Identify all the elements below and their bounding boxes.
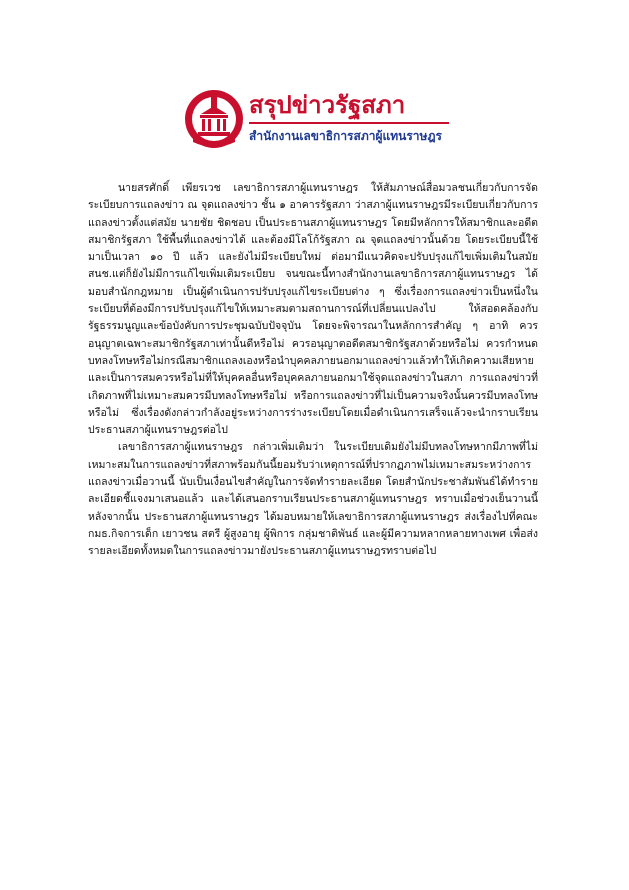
paragraph-2: เลขาธิการสภาผู้แทนราษฎร กล่าวเพิ่มเติมว่า ในระเบียบเดิมยังไม่มีบทลงโทษหากมีภาพที่ไม่เหมาะสมในการแถลงข่าวที่สภาพร้อมกันนี้ยอมรับว่าเหตุการณ์ที่ปรากฏภาพไม่เหมาะสมระหว่างการแถลงข่าวเมื่อวานนี้ นับเป็นเงื่อนไขสำคัญในการจัดทำรายละเอียด โดยสำนักประชาสัมพันธ์ได้ทำรายละเอียดชี้แจงมาเสนอแล้ว และได้เสนอกราบเรียนประธานสภาผู้แทนราษฎร ทราบเมื่อช่วงเย็นวานนี้ หลังจากนั้น ประธานสภาผู้แทนราษฎร ได้มอบหมายให้เลขาธิการสภาผู้แทนราษฎร ส่งเรื่องไปที่คณะ กมธ.กิจการเด็ก เยาวชน สตรี ผู้สูงอายุ ผู้พิการ กลุ่มชาติพันธ์ และผู้มีความหลากหลายทางเพศ เพื่อส่งรายละเอียดทั้งหมดในการแถลงข่าวมายังประธานสภาผู้แทนราษฎรทราบต่อไป <box>88 441 538 558</box>
page-header <box>183 88 453 158</box>
header-divider <box>249 122 449 124</box>
paragraph-1: นายสรศักดิ์ เพียรเวช เลขาธิการสภาผู้แทนราษฎร ให้สัมภาษณ์สื่อมวลชนเกี่ยวกับการจัดระเบียบการแถลงข่าว ณ จุดแถลงข่าว ชั้น ๑ อาคารรัฐสภา ว่าสภาผู้แทนราษฎรมีระเบียบเกี่ยวกับการแถลงข่าวตั้งแต่สมัย นายชัย ชิดชอบ เป็นประธานสภาผู้แทนราษฎร โดยมีหลักการให้สมาชิกและอดีตสมาชิกรัฐสภา ใช้พื้นที่แถลงข่าวได้ และต้องมีโลโก้รัฐสภา ณ จุดแถลงข่าวนั้นด้วย โดยระเบียบนี้ใช้มาเป็นเวลา ๑๐ ปี แล้ว และยังไม่มีระเบียบใหม่ ต่อมามีแนวคิดจะปรับปรุงแก้ไขเพิ่มเติมในสมัย สนช.แต่ก็ยังไม่มีการแก้ไขเพิ่มเติมระเบียบ จนขณะนี้ทางสำนักงานเลขาธิการสภาผู้แทนราษฎร ได้มอบสำนักกฎหมาย เป็นผู้ดำเนินการปรับปรุงแก้ไขระเบียบต่าง ๆ ซึ่งเรื่องการแถลงข่าวเป็นหนึ่งในระเบียบที่ต้องมีการปรับปรุงแก้ไขให้เหมาะสมตามสถานการณ์ที่เปลี่ยนแปลงไป ให้สอดคล้องกับรัฐธรรมนูญและข้อบังคับการประชุมฉบับปัจจุบัน โดยจะพิจารณาในหลักการสำคัญ ๆ อาทิ ควรอนุญาตเฉพาะสมาชิกรัฐสภาเท่านั้นดีหรือไม่ ควรอนุญาตอดีตสมาชิกรัฐสภาด้วยหรือไม่ ควรกำหนดบทลงโทษหรือไม่กรณีสมาชิกแถลงเองหรือนำบุคคลภายนอกมาแถลงข่าวแล้วทำให้เกิดความเสียหาย และเป็นการสมควรหรือไม่ที่ให้บุคคลอื่นหรือบุคคลภายนอกมาใช้จุดแถลงข่าวในสภา การแถลงข่าวที่เกิดภาพที่ไม่เหมาะสมควรมีบทลงโทษหรือไม่ หรือการแถลงข่าวที่ไม่เป็นความจริงนั้นควรมีบทลงโทษหรือไม่ ซึ่งเรื่องดังกล่าวกำลังอยู่ระหว่างการร่างระเบียบโดยเมื่อดำเนินการเสร็จแล้วจะนำกราบเรียนประธานสภาผู้แทนราษฎรต่อไป <box>88 182 538 437</box>
header-subtitle: สำนักงานเลขาธิการสภาผู้แทนราษฎร <box>249 129 442 143</box>
header-title: สรุปข่าวรัฐสภา <box>249 91 406 119</box>
article-body <box>88 180 538 561</box>
parliament-emblem-icon <box>183 88 245 150</box>
